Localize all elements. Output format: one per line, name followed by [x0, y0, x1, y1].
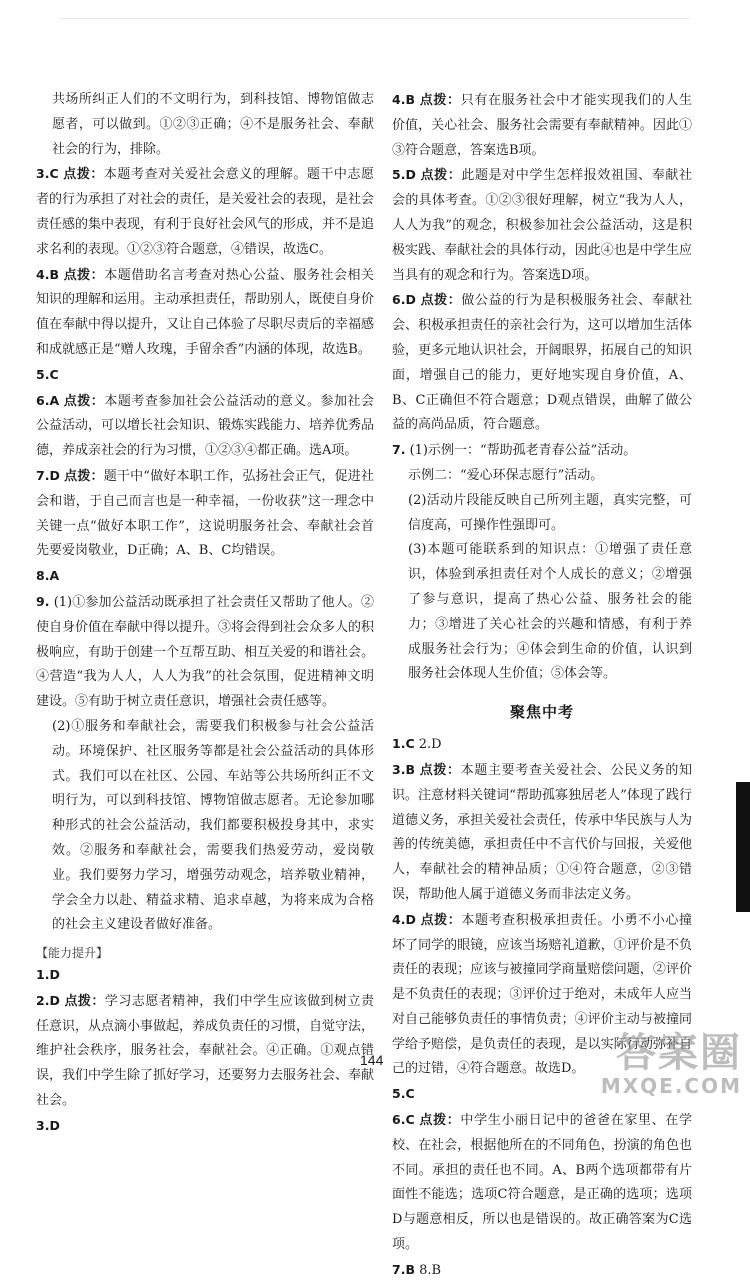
answer-number: 7.B	[392, 1261, 415, 1277]
hint-label: 点拨：	[420, 168, 462, 184]
watermark-url: MXQE.COM	[600, 1074, 742, 1098]
answer-number: 4.B	[36, 266, 59, 282]
answer-paragraph	[392, 538, 692, 687]
hint-label: 点拨：	[420, 912, 462, 928]
answer-paragraph	[36, 590, 374, 715]
answer-number: 7.D	[36, 467, 60, 483]
answer-number: 4.B	[392, 92, 415, 107]
answer-number: 4.D	[392, 911, 416, 927]
answer-paragraph	[36, 989, 374, 1114]
answer-number: 7.	[392, 442, 406, 458]
answer-number: 9.	[36, 593, 50, 609]
answer-number: 3.D	[36, 1117, 60, 1133]
answer-paragraph	[392, 1258, 692, 1284]
answer-paragraph	[36, 162, 374, 262]
answer-text: 学习志愿者精神，我们中学生应该做到树立责任意识，从点滴小事做起，养成负责任的习惯，自觉守法，维护社会秩序，服务社会，奉献社会。④正确。①观点错误，我们中学生除了抓好学习，还要努力去服务社会、奉献社会。	[36, 993, 375, 1109]
answer-number: 8.A	[36, 568, 60, 584]
answer-text: (2)活动片段能反映自己所列主题，真实完整，可信度高，可操作性强即可。	[408, 492, 692, 533]
answer-number: 5.D	[392, 167, 416, 183]
left-column	[36, 88, 374, 1140]
answer-number: 1.C	[392, 736, 415, 752]
answer-text: 2.D	[418, 737, 442, 753]
answer-text: 题干中“做好本职工作，弘扬社会正气，促进社会和谐，于自己而言也是一种幸福，一份收获”这一理念中关键一点“做好本职工作”，这说明服务社会、奉献社会首先要爱岗敬业，D正确；A、B、C均错误。	[36, 468, 374, 559]
answer-text: 本题考查对关爱社会意义的理解。题干中志愿者的行为承担了对社会的责任，是关爱社会的表现，是社会责任感的集中表现，有利于良好社会风气的形成，并不是追求名利的表现。①②③符合题意，④错误，故选C。	[36, 167, 375, 257]
hint-label: 点拨：	[419, 1113, 461, 1129]
answer-text: (1)示例一：“帮助孤老青春公益”活动。	[409, 443, 637, 459]
top-rule	[60, 18, 690, 19]
answer-number: 3.C	[36, 166, 59, 182]
answer-text: 中学生小丽日记中的爸爸在家里、在学校、在社会，根据他所在的不同角色，扮演的角色也不同。承担的责任也不同。A、B两个选项都带有片面性不能选；选项C符合题意，是正确的选项；选项D与题意相反，所以也是错误的。故正确答案为C选项。	[392, 1113, 692, 1253]
hint-label: 点拨：	[419, 762, 461, 778]
answer-number: 2.D	[36, 992, 60, 1008]
hint-label: 点拨：	[63, 393, 105, 409]
watermark-logo	[601, 1031, 742, 1097]
answer-text: 示例二：“爱心环保志愿行”活动。	[408, 467, 604, 483]
answer-paragraph	[392, 464, 692, 489]
answer-text: (1)①参加公益活动既承担了社会责任又帮助了他人。②使自身价值在奉献中得以提升。③将会得到社会众多人的积极响应，有助于创建一个互帮互助、相互关爱的和谐社会。④营造“我为人人，人人为我”的社会氛围，促进精神文明建设。⑤有助于树立责任意识，增强社会责任感等。	[36, 594, 375, 710]
answer-number: 5.C	[36, 366, 59, 382]
answer-text: 只有在服务社会中才能实现我们的人生价值，关心社会、服务社会需要有奉献精神。因此①③符合题意，答案选B项。	[392, 93, 692, 158]
answer-text: 本题借助名言考查对热心公益、服务社会相关知识的理解和运用。主动承担责任，帮助别人，既使自身价值在奉献中得以提升，又让自己体验了尽职尽责后的幸福感和成就感正是“赠人玫瑰，手留余香”内涵的体现，故选B。	[36, 267, 375, 357]
answer-text: 共场所纠正人们的不文明行为，到科技馆、博物馆做志愿者，可以做到。①②③正确；④不是服务社会、奉献社会的行为，排除。	[52, 92, 374, 157]
watermark-text: 答案圈	[616, 1030, 742, 1076]
answer-text: 做公益的行为是积极服务社会、奉献社会、积极承担责任的亲社会行为，这可以增加生活体验，更多元地认识社会，开阔眼界，拓展自己的知识面，增强自己的能力，更好地实现自身价值，A、B、C正确但不符合题意；D观点错误，曲解了做公益的高尚品质，符合题意。	[392, 293, 692, 433]
answer-number: 5.C	[392, 1086, 415, 1102]
answer-paragraph	[36, 1114, 374, 1140]
answer-number: 6.A	[36, 392, 60, 408]
page-number: 144	[360, 1052, 384, 1068]
answer-paragraph	[36, 963, 374, 989]
answer-text: (3)本题可能联系到的知识点：①增强了责任意识，体验到承担责任对个人成长的意义；②增强了参与意识，提高了热心公益、服务社会的能力；③增进了关心社会的兴趣和情感，有利于养成服务社会行为；④体会到生命的价值，认识到服务社会体现人生价值；⑤体会等。	[408, 542, 692, 682]
answer-text: 本题考查参加社会公益活动的意义。参加社会公益活动，可以增长社会知识、锻炼实践能力、培养优秀品德，养成亲社会的行为习惯，①②③④都正确。选A项。	[36, 393, 375, 459]
answer-number: 6.C	[392, 1112, 415, 1128]
section-tag: 【能力提升】	[36, 946, 109, 961]
answer-text: 此题是对中学生怎样报效祖国、奉献社会的具体考查。①②③很好理解，树立“我为人人，人人为我”的观念，积极参加社会公益活动，这是积极实践、奉献社会的具体行动，因此④也是中学生应当具有的观念和行为。答案选D项。	[392, 168, 692, 283]
answer-paragraph	[36, 263, 374, 363]
answer-paragraph	[36, 363, 374, 389]
hint-label: 点拨：	[420, 293, 462, 309]
answer-paragraph	[36, 389, 374, 464]
answer-paragraph	[392, 758, 692, 908]
hint-label: 点拨：	[64, 468, 104, 484]
right-column	[392, 88, 692, 1284]
answer-text: 8.B	[419, 1262, 442, 1278]
answer-paragraph	[392, 1108, 692, 1258]
answer-text: (2)①服务和奉献社会，需要我们积极参与社会公益活动。环境保护、社区服务等都是社会公益活动的具体形式。我们可以在社区、公园、车站等公共场所纠正不文明行为，可以到科技馆、博物馆做志愿者。无论参加哪种形式的社会公益活动，我们都要积极投身其中，求实效。②服务和奉献社会，需要我们热爱劳动，爱岗敬业。我们要努力学习，增强劳动观念，培养敬业精神，学会全力以赴、精益求精、追求卓越，为将来成为合格的社会主义建设者做好准备。	[52, 718, 374, 933]
answer-paragraph	[392, 88, 692, 163]
hint-label: 点拨：	[63, 167, 104, 183]
answer-number: 3.B	[392, 761, 415, 777]
answer-paragraph	[36, 564, 374, 590]
answer-text: 本题考查积极承担责任。小勇不小心撞坏了同学的眼镜，应该当场赔礼道歉，①评价是不负责任的表现；应该与被撞同学商量赔偿问题，②评价是不负责任的表现；③评价过于绝对，未成年人应当对自己能够负责任的事情负责；④评价主动与被撞同学给予赔偿，是负责任的表现，是以实际行动弥补自己的过错，④符合题意。故选D。	[392, 912, 692, 1077]
answer-number: 6.D	[392, 292, 416, 308]
answer-paragraph	[392, 732, 692, 758]
hint-label: 点拨：	[63, 267, 105, 283]
hint-label: 点拨：	[419, 93, 461, 108]
hint-label: 点拨：	[64, 993, 105, 1009]
edge-tab-marker	[736, 782, 750, 912]
answer-paragraph	[36, 464, 374, 564]
answer-number: 1.D	[36, 967, 60, 983]
answer-paragraph	[36, 715, 374, 938]
answer-paragraph	[392, 438, 692, 464]
answer-paragraph	[36, 88, 374, 162]
answer-paragraph	[392, 163, 692, 288]
answer-paragraph	[392, 489, 692, 539]
answer-text: 本题主要考查关爱社会、公民义务的知识。注意材料关键词“帮助孤寡独居老人”体现了践行道德义务，承担关爱社会责任，传承中华民族与人为善的传统美德，承担责任中不言代价与回报，关爱他人，奉献社会的精神品质；①④符合题意，②③错误，帮助他人属于道德义务而非法定义务。	[392, 762, 692, 902]
section-title: 聚焦中考	[509, 703, 574, 722]
answer-paragraph	[392, 288, 692, 438]
